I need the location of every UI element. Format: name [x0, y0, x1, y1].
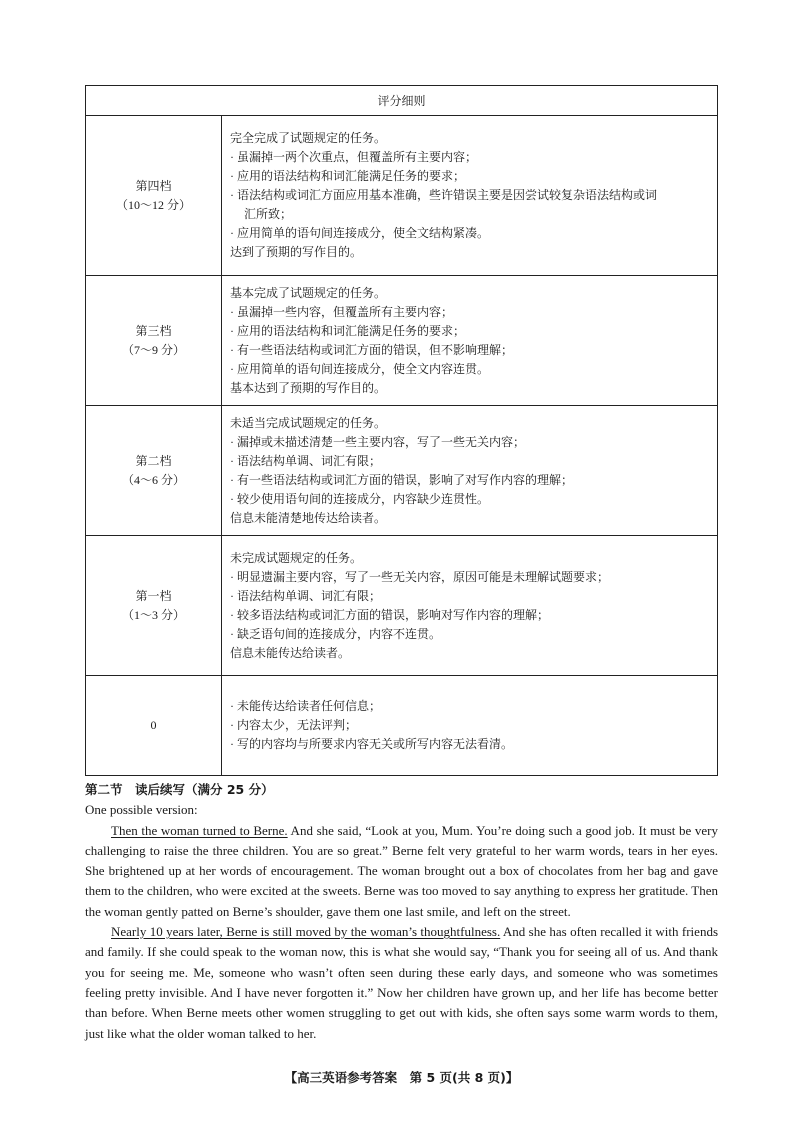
- criteria-line: 信息未能传达给读者。: [230, 645, 351, 660]
- section-intro: One possible version:: [85, 802, 198, 818]
- criteria-line: 基本达到了预期的写作目的。: [230, 380, 387, 395]
- criteria-line: · 漏掉或未描述清楚一些主要内容，写了一些无关内容；: [230, 434, 525, 449]
- paragraph-text: And she said, “Look at you, Mum. You’re doing such a good job. It must be very challenging to raise the three children. You are so great.” Berne felt very grateful to her warm words, tears in her eyes. She brightened up at her words of encouragement. The woman brought out a box of chocolates from her bag and gave them to the children, who were excited at the sweets. Berne was too moved to say anything to express her gratitude. Then the woman gently patted on Berne’s shoulder, gave them one last smile, and left on the street.: [85, 822, 719, 919]
- level-name: 0: [150, 718, 157, 732]
- given-opening-sentence: Nearly 10 years later, Berne is still moved by the woman’s thoughtfulness.: [111, 924, 501, 940]
- criteria-line: · 较少使用语句间的连接成分，内容缺少连贯性。: [230, 491, 489, 506]
- level-range: （10～12 分）: [115, 197, 191, 212]
- criteria-line: · 应用简单的语句间连接成分，使全文内容连贯。: [230, 361, 489, 376]
- table-header-row: [86, 86, 718, 116]
- criteria-line: · 语法结构或词汇方面应用基本准确，些许错误主要是因尝试较复杂语法结构或词: [230, 188, 657, 202]
- criteria-cell: [222, 536, 718, 676]
- criteria-line: 达到了预期的写作目的。: [230, 245, 363, 259]
- criteria-cell: [222, 116, 718, 276]
- criteria-line: 信息未能清楚地传达给读者。: [230, 510, 387, 525]
- criteria-line: 汇所致；: [244, 207, 293, 221]
- criteria-line: · 较多语法结构或词汇方面的错误，影响对写作内容的理解；: [230, 607, 549, 622]
- page-footer: 【高三英语参考答案 第 5 页(共 8 页)】: [284, 1069, 519, 1085]
- criteria-line: · 未能传达给读者任何信息；: [230, 699, 381, 713]
- criteria-line: · 应用简单的语句间连接成分，使全文结构紧凑。: [230, 226, 489, 240]
- table-header: 评分细则: [86, 86, 718, 116]
- criteria-line: · 缺乏语句间的连接成分，内容不连贯。: [230, 626, 441, 641]
- criteria-line: · 明显遗漏主要内容，写了一些无关内容，原因可能是未理解试题要求；: [230, 569, 609, 584]
- criteria-line: · 虽漏掉一两个次重点，但覆盖所有主要内容；: [230, 150, 477, 164]
- continuation-writing-section: [85, 780, 718, 1044]
- table-row: [86, 276, 718, 406]
- paragraph-1: [85, 821, 718, 922]
- criteria-line: 基本完成了试题规定的任务。: [230, 285, 387, 300]
- level-range: （1～3 分）: [121, 607, 185, 622]
- level-name: 第四档: [135, 178, 172, 193]
- criteria-line: · 有一些语法结构或词汇方面的错误，影响了对写作内容的理解；: [230, 472, 573, 487]
- table-row: [86, 676, 718, 776]
- paragraph-text: And she has often recalled it with friends and family. If she could speak to the woman now, this is what she would say, “Thank you for seeing all of us. And thank you for seeing me. Me, someone who wasn’t often seen during these early days, and someone who was sometimes feeling pretty invisible. And I have never forgotten it.” Now her children have grown up, and her life has become better than before. When Berne meets other women struggling to get out with kids, she often says some warm words to them, just like what the older woman talked to her.: [85, 924, 718, 1041]
- level-cell: [86, 676, 222, 776]
- criteria-line: 未适当完成试题规定的任务。: [230, 415, 387, 430]
- criteria-line: · 有一些语法结构或词汇方面的错误，但不影响理解；: [230, 342, 513, 357]
- criteria-cell: [222, 276, 718, 406]
- criteria-line: · 内容太少，无法评判；: [230, 718, 357, 732]
- paragraph-2: [85, 922, 718, 1044]
- criteria-line: 完全完成了试题规定的任务。: [230, 131, 387, 145]
- section-title: 第二节 读后续写（满分 25 分）: [85, 782, 274, 797]
- criteria-line: · 语法结构单调、词汇有限；: [230, 453, 381, 468]
- level-cell: [86, 406, 222, 536]
- level-cell: [86, 116, 222, 276]
- criteria-line: · 虽漏掉一些内容，但覆盖所有主要内容；: [230, 304, 453, 319]
- level-range: （4～6 分）: [121, 472, 185, 487]
- criteria-cell: [222, 676, 718, 776]
- criteria-line: · 写的内容均与所要求内容无关或所写内容无法看清。: [230, 737, 513, 751]
- criteria-line: · 语法结构单调、词汇有限；: [230, 588, 381, 603]
- table-row: [86, 406, 718, 536]
- level-cell: [86, 276, 222, 406]
- criteria-line: · 应用的语法结构和词汇能满足任务的要求；: [230, 323, 465, 338]
- table-row: [86, 116, 718, 276]
- scoring-rubric-table: [85, 85, 718, 776]
- level-name: 第二档: [135, 453, 172, 468]
- level-range: （7～9 分）: [121, 342, 185, 357]
- level-name: 第三档: [135, 323, 172, 338]
- criteria-line: 未完成试题规定的任务。: [230, 550, 363, 565]
- given-opening-sentence: Then the woman turned to Berne.: [111, 822, 288, 838]
- criteria-cell: [222, 406, 718, 536]
- criteria-line: · 应用的语法结构和词汇能满足任务的要求；: [230, 169, 465, 183]
- level-cell: [86, 536, 222, 676]
- level-name: 第一档: [135, 588, 172, 603]
- table-row: [86, 536, 718, 676]
